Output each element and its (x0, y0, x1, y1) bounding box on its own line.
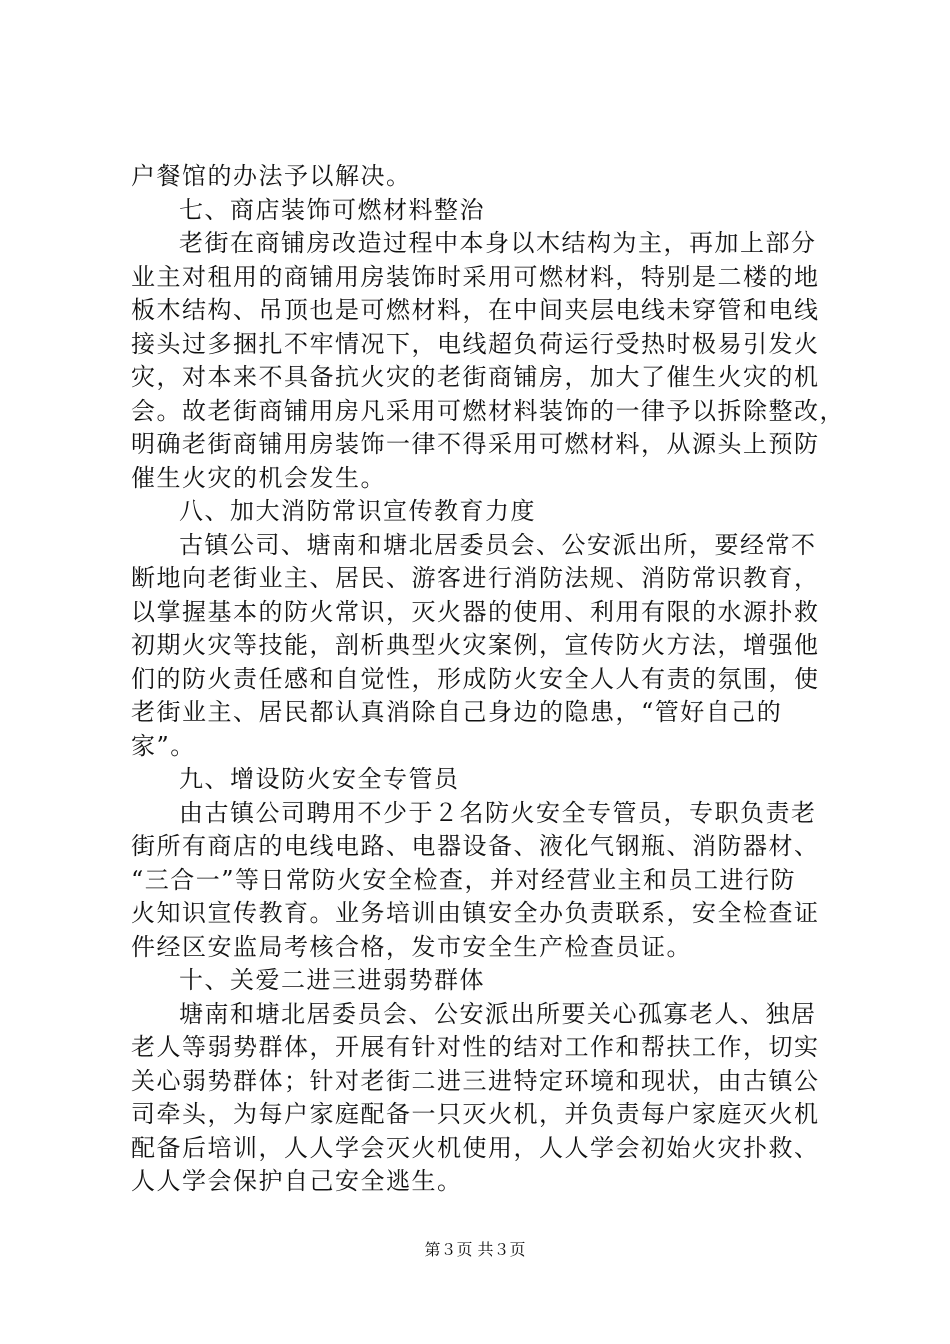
text-line: 九、增设防火安全专管员 (179, 765, 460, 793)
text-line: 老街在商铺房改造过程中本身以木结构为主，再加上部分 (179, 229, 817, 257)
text-line: 人人学会保护自己安全逃生。 (131, 1167, 463, 1195)
text-line: 件经区安监局考核合格，发市安全生产检查员证。 (131, 932, 692, 961)
text-line: 业主对租用的商铺用房装饰时采用可燃材料，特别是二楼的地 (131, 262, 820, 291)
text-line: 断地向老街业主、居民、游客进行消防法规、消防常识教育， (131, 564, 820, 592)
text-line: 催生火灾的机会发生。 (131, 463, 386, 492)
text-line: 老人等弱势群体，开展有针对性的结对工作和帮扶工作，切实 (131, 1033, 820, 1061)
text-line: 十、关爱二进三进弱势群体 (179, 966, 485, 994)
text-line: 火知识宣传教育。业务培训由镇安全办负责联系，安全检查证 (131, 899, 820, 927)
text-line: 配备后培训，人人学会灭火机使用，人人学会初始火灾扑救、 (131, 1133, 820, 1162)
text-line: 会。故老街商铺用房凡采用可燃材料装饰的一律予以拆除整改， (131, 396, 845, 425)
text-line: 灾，对本来不具备抗火灾的老街商铺房，加大了催生火灾的机 (131, 363, 820, 391)
page-footer: 第３页 共３页 (424, 1240, 526, 1259)
text-line: 关心弱势群体；针对老街二进三进特定环境和现状，由古镇公 (131, 1066, 820, 1095)
text-line: “三合一”等日常防火安全检查，并对经营业主和员工进行防 (131, 865, 797, 894)
text-line: 由古镇公司聘用不少于２名防火安全专管员，专职负责老 (179, 798, 817, 827)
document-body (131, 160, 845, 1199)
text-line: 司牵头，为每户家庭配备一只灭火机，并负责每户家庭灭火机 (131, 1100, 820, 1128)
text-line: 们的防火责任感和自觉性，形成防火安全人人有责的氛围，使 (131, 664, 820, 693)
text-line: 八、加大消防常识宣传教育力度 (179, 497, 536, 525)
text-line: 接头过多捆扎不牢情况下，电线超负荷运行受热时极易引发火 (131, 329, 820, 358)
text-line: 老街业主、居民都认真消除自己身边的隐患，“管好自己的 (131, 698, 783, 726)
text-line: 家”。 (131, 731, 196, 760)
text-line: 以掌握基本的防火常识，灭火器的使用、利用有限的水源扑救 (131, 597, 820, 626)
text-line: 板木结构、吊顶也是可燃材料，在中间夹层电线未穿管和电线 (131, 296, 820, 324)
text-line: 塘南和塘北居委员会、公安派出所要关心孤寡老人、独居 (179, 999, 817, 1028)
text-line: 七、商店装饰可燃材料整治 (179, 195, 485, 224)
text-line: 古镇公司、塘南和塘北居委员会、公安派出所，要经常不 (179, 530, 817, 559)
text-line: 户餐馆的办法予以解决。 (131, 162, 412, 190)
text-line: 明确老街商铺用房装饰一律不得采用可燃材料，从源头上预防 (131, 430, 820, 458)
text-line: 初期火灾等技能，剖析典型火灾案例，宣传防火方法，增强他 (131, 631, 820, 659)
text-line: 街所有商店的电线电路、电器设备、液化气钢瓶、消防器材、 (131, 832, 820, 860)
